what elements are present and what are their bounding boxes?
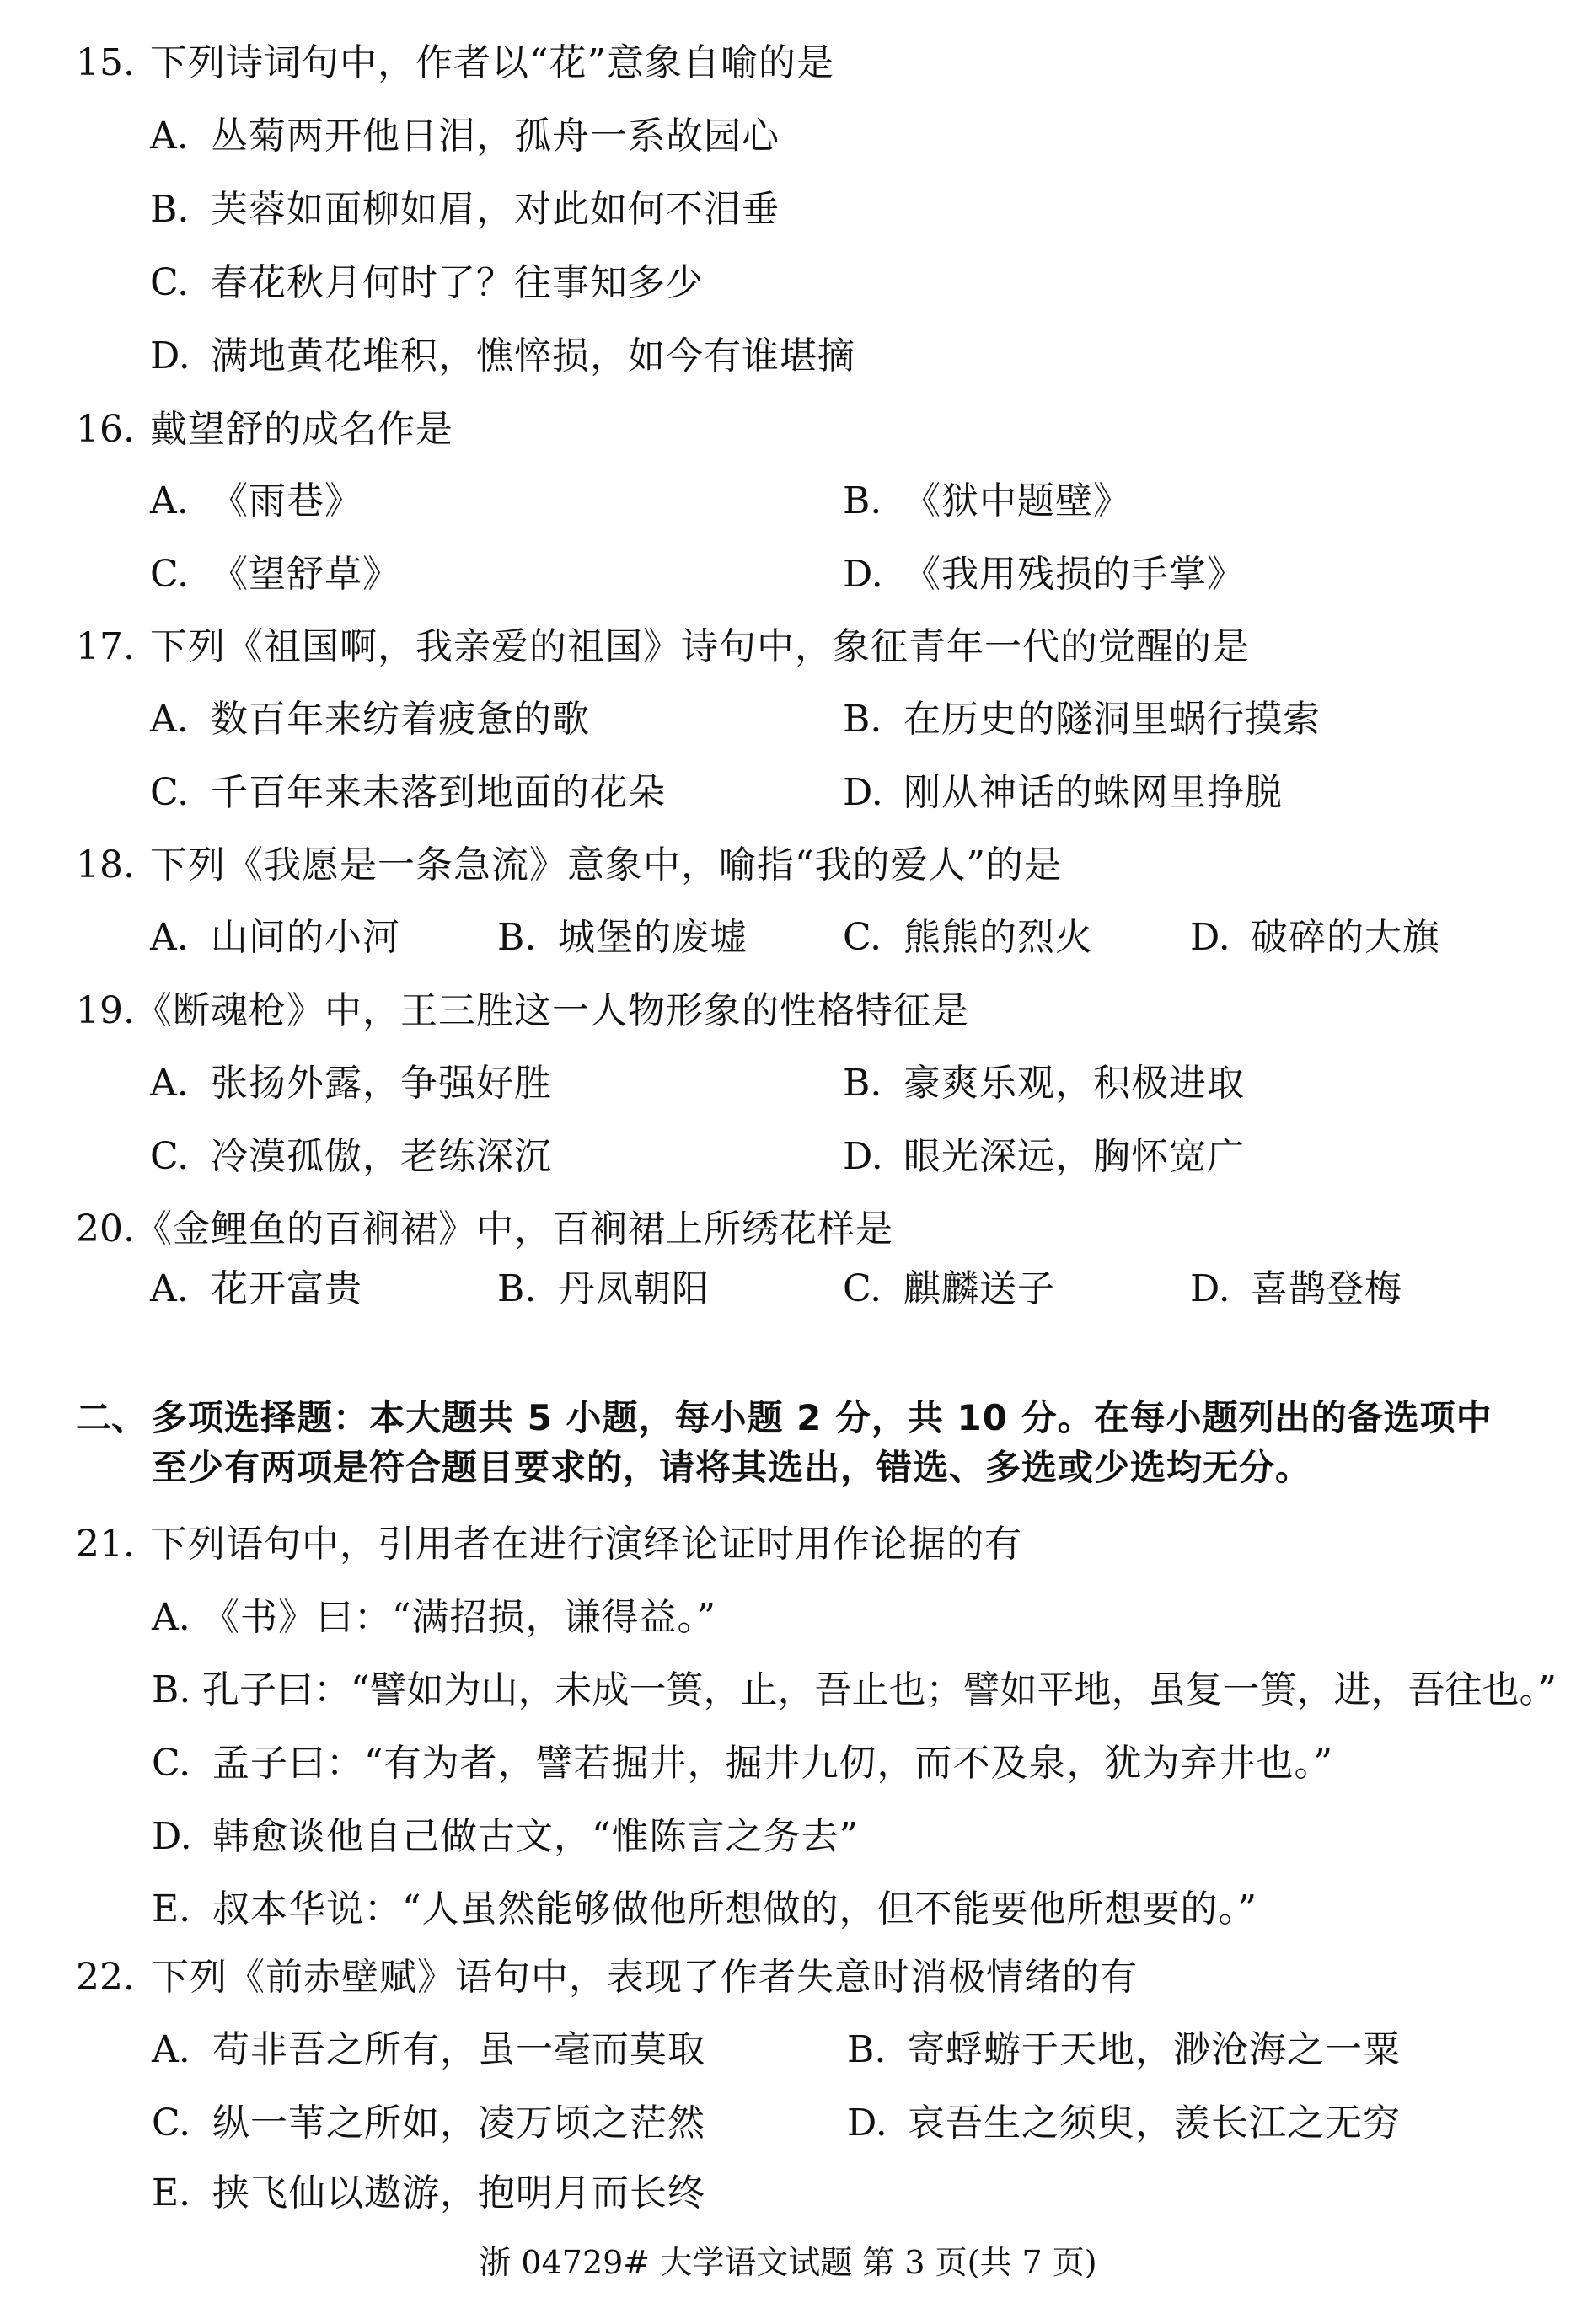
option-text: 芙蓉如面柳如眉，对此如何不泪垂 xyxy=(211,188,780,231)
option-label: A. xyxy=(150,479,189,522)
option-c xyxy=(150,1132,552,1182)
option-d xyxy=(843,768,1283,818)
option-text: 冷漠孤傲，老练深沉 xyxy=(211,1135,552,1178)
option-label: C. xyxy=(150,771,190,814)
option-label: B. xyxy=(843,479,882,522)
option-label: C. xyxy=(152,2102,191,2145)
option-label: D. xyxy=(1190,916,1230,959)
option-text: 刚从神话的蛛网里挣脱 xyxy=(903,771,1283,814)
option-text: 花开富贵 xyxy=(211,1267,362,1310)
option-label: A. xyxy=(150,1267,189,1310)
option-c xyxy=(150,768,666,818)
option-label: B. xyxy=(152,1668,191,1711)
option-b xyxy=(843,476,1131,527)
option-text: 破碎的大旗 xyxy=(1251,916,1440,959)
question-text: 《断魂枪》中，王三胜这一人物形象的性格特征是 xyxy=(135,989,969,1032)
option-label: D. xyxy=(843,771,883,814)
option-b xyxy=(497,1264,710,1315)
option-label: B. xyxy=(843,698,882,741)
option-text: 孔子曰：“譬如为山，未成一篑，止，吾止也；譬如平地，虽复一篑，进，吾往也。” xyxy=(202,1668,1557,1711)
option-label: E. xyxy=(152,1888,191,1930)
option-text: 《我用残损的手掌》 xyxy=(903,553,1245,596)
option-text: 寄蜉蝣于天地，渺沧海之一粟 xyxy=(908,2028,1401,2071)
option-text: 纵一苇之所如，凌万顷之茫然 xyxy=(212,2102,705,2145)
section-number: 二、 xyxy=(76,1397,147,1438)
option-label: C. xyxy=(843,1267,882,1310)
option-a xyxy=(150,1264,362,1315)
option-label: C. xyxy=(150,553,190,596)
option-c xyxy=(843,913,1093,963)
option-d xyxy=(1190,1264,1402,1315)
question-text: 下列诗词句中，作者以“花”意象自喻的是 xyxy=(150,41,834,84)
question-text: 下列《前赤壁赋》语句中，表现了作者失意时消极情绪的有 xyxy=(152,1956,1138,1999)
option-c xyxy=(152,2098,705,2149)
option-b xyxy=(847,2025,1401,2075)
option-label: C. xyxy=(152,1742,191,1785)
option-d xyxy=(847,2098,1401,2149)
option-label: D. xyxy=(1190,1267,1230,1310)
option-text: 熊熊的烈火 xyxy=(903,916,1093,959)
question-number: 16. xyxy=(76,408,135,451)
option-label: B. xyxy=(843,1062,882,1105)
option-text: 《书》曰：“满招损，谦得益。” xyxy=(202,1596,716,1639)
option-b xyxy=(843,694,1321,745)
option-text: 《雨巷》 xyxy=(211,479,362,522)
option-text: 春花秋月何时了？往事知多少 xyxy=(211,261,704,304)
option-text: 韩愈谈他自己做古文，“惟陈言之务去” xyxy=(212,1815,859,1858)
option-label: B. xyxy=(497,1267,537,1310)
question-text: 下列《祖国啊，我亲爱的祖国》诗句中，象征青年一代的觉醒的是 xyxy=(150,625,1250,668)
option-label: D. xyxy=(843,553,883,596)
option-text: 数百年来纺着疲惫的歌 xyxy=(211,698,590,741)
option-text: 眼光深远，胸怀宽广 xyxy=(903,1135,1245,1178)
option-text: 丹凤朝阳 xyxy=(558,1267,710,1310)
section-instructions: 多项选择题：本大题共 5 小题，每小题 2 分，共 10 分。在每小题列出的备选项中 xyxy=(152,1397,1493,1438)
question-text: 《金鲤鱼的百裥裙》中，百裥裙上所绣花样是 xyxy=(135,1208,893,1250)
option-text: 喜鹊登梅 xyxy=(1251,1267,1402,1310)
option-label: B. xyxy=(497,916,537,959)
option-a xyxy=(150,913,400,963)
question-number: 20. xyxy=(76,1208,135,1250)
option-text: 丛菊两开他日泪，孤舟一系故园心 xyxy=(211,115,780,158)
option-text: 山间的小河 xyxy=(211,916,400,959)
option-label: D. xyxy=(847,2102,887,2145)
option-d xyxy=(843,549,1245,600)
section-instructions-cont: 至少有两项是符合题目要求的，请将其选出，错选、多选或少选均无分。 xyxy=(152,1447,1312,1488)
option-text: 苟非吾之所有，虽一毫而莫取 xyxy=(212,2028,705,2071)
option-text: 孟子曰：“有为者，譬若掘井，掘井九仞，而不及泉，犹为弃井也。” xyxy=(212,1742,1333,1785)
option-text: 城堡的废墟 xyxy=(558,916,748,959)
option-label: C. xyxy=(150,261,190,304)
option-label: B. xyxy=(150,188,190,231)
question-number: 17. xyxy=(76,625,135,668)
option-c xyxy=(150,549,400,600)
option-text: 豪爽乐观，积极进取 xyxy=(903,1062,1245,1105)
option-a xyxy=(152,2025,705,2075)
question-number: 19. xyxy=(76,989,135,1032)
question-number: 15. xyxy=(76,41,135,84)
option-d xyxy=(843,1132,1245,1182)
option-label: D. xyxy=(150,335,190,378)
option-text: 挟飞仙以遨游，抱明月而长终 xyxy=(212,2171,705,2214)
option-label: C. xyxy=(150,1135,190,1178)
question-number: 18. xyxy=(76,843,135,886)
option-label: A. xyxy=(150,115,189,158)
option-label: A. xyxy=(152,2028,190,2071)
option-a xyxy=(150,1058,552,1109)
option-text: 《望舒草》 xyxy=(211,553,400,596)
option-d xyxy=(1190,913,1440,963)
page-footer: 浙 04729# 大学语文试题 第 3 页(共 7 页) xyxy=(479,2244,1097,2281)
option-text: 哀吾生之须臾，羡长江之无穷 xyxy=(908,2102,1401,2145)
option-label: D. xyxy=(152,1815,192,1858)
question-number: 21. xyxy=(76,1523,135,1566)
option-text: 满地黄花堆积，憔悴损，如今有谁堪摘 xyxy=(211,335,855,378)
option-e xyxy=(152,2168,705,2219)
option-label: C. xyxy=(843,916,882,959)
option-text: 张扬外露，争强好胜 xyxy=(211,1062,552,1105)
option-label: A. xyxy=(150,1062,189,1105)
option-b xyxy=(497,913,748,963)
option-text: 麒麟送子 xyxy=(903,1267,1055,1310)
question-text: 下列语句中，引用者在进行演绎论证时用作论据的有 xyxy=(150,1523,1022,1566)
option-label: E. xyxy=(152,2171,191,2214)
option-a xyxy=(150,694,590,745)
option-text: 叔本华说：“人虽然能够做他所想做的，但不能要他所想要的。” xyxy=(212,1888,1257,1930)
option-text: 千百年来未落到地面的花朵 xyxy=(211,771,666,814)
option-label: B. xyxy=(847,2028,887,2071)
option-label: D. xyxy=(843,1135,883,1178)
question-text: 戴望舒的成名作是 xyxy=(150,408,453,451)
option-c xyxy=(843,1264,1055,1315)
option-label: A. xyxy=(152,1596,190,1639)
option-text: 在历史的隧洞里蜗行摸索 xyxy=(903,698,1321,741)
option-a xyxy=(150,476,362,527)
question-text: 下列《我愿是一条急流》意象中，喻指“我的爱人”的是 xyxy=(150,843,1062,886)
option-label: A. xyxy=(150,916,189,959)
option-b xyxy=(843,1058,1245,1109)
option-label: A. xyxy=(150,698,189,741)
question-number: 22. xyxy=(76,1956,135,1999)
option-text: 《狱中题壁》 xyxy=(903,479,1131,522)
